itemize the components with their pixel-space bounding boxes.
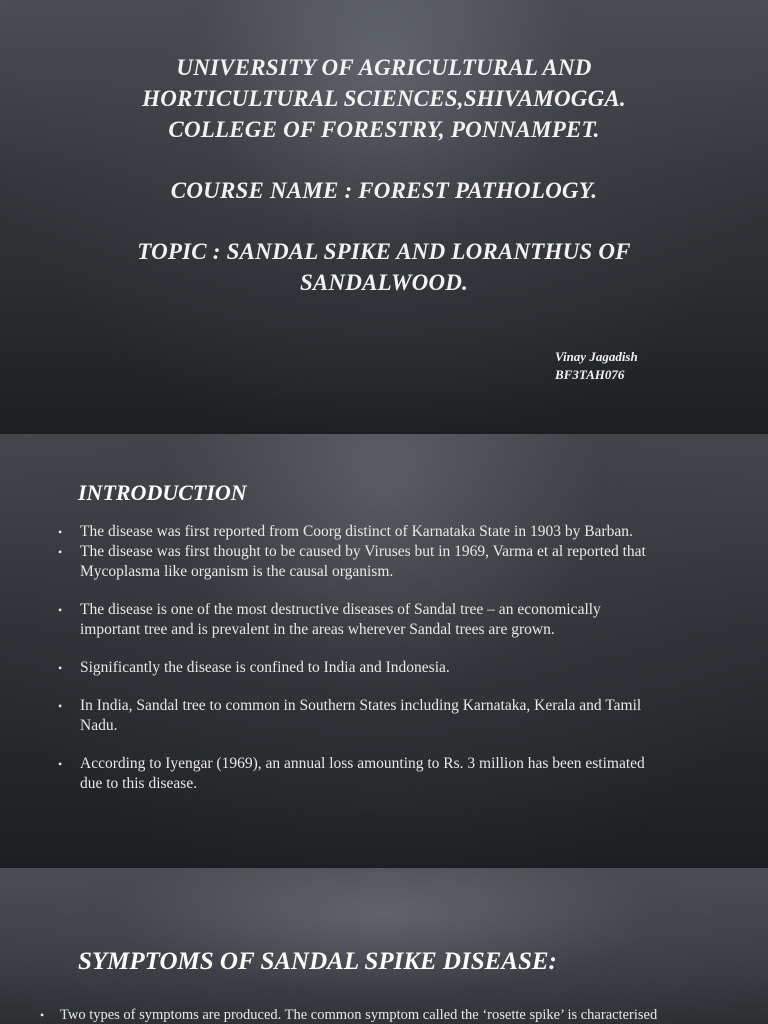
title-slide xyxy=(0,0,768,432)
topic-line: TOPIC : SANDAL SPIKE AND LORANTHUS OF xyxy=(137,239,631,264)
title-block xyxy=(60,52,708,298)
symptoms-slide xyxy=(0,868,768,1024)
bullet-list xyxy=(58,522,658,794)
title-line: COLLEGE OF FORESTRY, PONNAMPET. xyxy=(168,117,600,142)
list-item: • Significantly the disease is confined to India and Indonesia. xyxy=(58,658,658,678)
author-block xyxy=(555,348,638,384)
list-item: • According to Iyengar (1969), an annual loss amounting to Rs. 3 million has been estimated due to this disease. xyxy=(58,754,658,794)
list-item: • The disease was first thought to be caused by Viruses but in 1969, Varma et al reported that Mycoplasma like organism is the causal organism. xyxy=(58,542,658,582)
list-item: • In India, Sandal tree to common in Southern States including Karnataka, Kerala and Tamil Nadu. xyxy=(58,696,658,736)
list-item: • Two types of symptoms are produced. The common symptom called the ‘rosette spike’ is characterised xyxy=(40,1005,740,1024)
bullet-list xyxy=(40,1005,740,1024)
introduction-slide xyxy=(0,434,768,866)
topic-line: SANDALWOOD. xyxy=(299,270,469,295)
list-item: • The disease is one of the most destructive diseases of Sandal tree – an economically important tree and is prevalent in the areas wherever Sandal trees are grown. xyxy=(58,600,658,640)
list-item: • The disease was first reported from Coorg distinct of Karnataka State in 1903 by Barban. xyxy=(58,522,658,542)
title-line: HORTICULTURAL SCIENCES,SHIVAMOGGA. xyxy=(142,86,626,111)
author-id: BF3TAH076 xyxy=(555,367,625,382)
slide-heading: INTRODUCTION xyxy=(78,480,247,505)
course-name: COURSE NAME : FOREST PATHOLOGY. xyxy=(170,178,598,203)
title-line: UNIVERSITY OF AGRICULTURAL AND xyxy=(176,55,592,80)
slide-heading: SYMPTOMS OF SANDAL SPIKE DISEASE: xyxy=(78,948,557,975)
author-name: Vinay Jagadish xyxy=(555,349,638,364)
